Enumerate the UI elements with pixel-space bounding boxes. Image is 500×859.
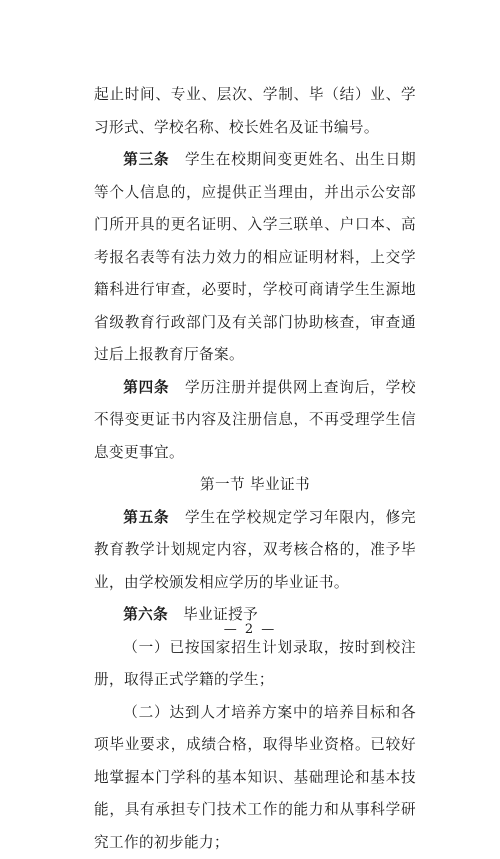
article-4-text: 学历注册并提供网上查询后，学校不得变更证书内容及注册信息，不再受理学生信息变更事宜。 <box>94 379 416 461</box>
article-3-text: 学生在校期间变更姓名、出生日期等个人信息的，应提供正当理由，并出示公安部门所开具的更名证明、入学三联单、户口本、高考报名表等有法力效力的相应证明材料，上交学籍科进行审查，必要时，学校可商请学生生源地省级教育行政部门及有关部门协助核查，审查通过后上报教育厅备案。 <box>94 151 416 363</box>
article-3-paragraph <box>94 144 416 372</box>
article-6-label: 第六条 <box>123 606 168 623</box>
article-4-paragraph <box>94 372 416 470</box>
paragraph-continuation <box>94 79 416 144</box>
article-6-text: 毕业证授予 <box>183 606 258 623</box>
article-3-label: 第三条 <box>123 151 169 168</box>
clause-2-paragraph <box>94 697 416 859</box>
section-heading: 第一节 毕业证书 <box>94 469 416 502</box>
clause-1-text: （一）已按国家招生计划录取，按时到校注册，取得正式学籍的学生； <box>94 639 416 689</box>
paragraph-text: 起止时间、专业、层次、学制、毕（结）业、学习形式、学校名称、校长姓名及证书编号。 <box>94 86 416 136</box>
article-5-text: 学生在学校规定学习年限内，修完教育教学计划规定内容，双考核合格的，准予毕业，由学校颁发相应学历的毕业证书。 <box>94 509 416 591</box>
clause-1-paragraph <box>94 632 416 697</box>
article-4-label: 第四条 <box>123 379 169 396</box>
document-body <box>94 79 416 859</box>
clause-2-text: （二）达到人才培养方案中的培养目标和各项毕业要求，成绩合格，取得毕业资格。已较好地掌握本门学科的基本知识、基础理论和基本技能，具有承担专门技术工作的能力和从事科学研究工作的初步能力； <box>94 704 416 851</box>
article-5-paragraph <box>94 502 416 600</box>
page-number: — 2 — <box>0 622 500 637</box>
article-5-label: 第五条 <box>123 509 169 526</box>
